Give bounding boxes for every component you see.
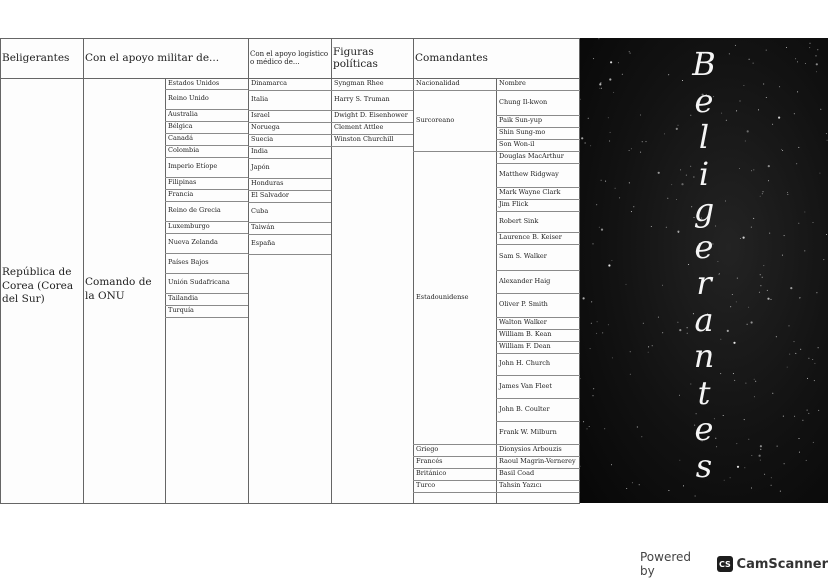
table-grid-line — [496, 329, 580, 330]
commander-name: James Van Fleet — [499, 381, 553, 390]
military-support-item: Países Bajos — [168, 258, 209, 267]
commander-name: Laurence B. Keiser — [499, 233, 562, 242]
commander-name: Douglas MacArthur — [499, 152, 564, 161]
military-support-item: Luxemburgo — [168, 222, 210, 231]
commander-name: Matthew Ridgway — [499, 170, 559, 179]
table-grid-line — [165, 157, 248, 158]
table-grid-line — [0, 38, 1, 503]
vertical-title-letter: e — [694, 227, 714, 266]
table-grid-line — [331, 90, 413, 91]
header-beligerantes: Beligerantes — [2, 52, 70, 64]
table-grid-line — [496, 468, 580, 469]
political-figure-item: Clement Attlee — [334, 123, 384, 132]
table-grid-line — [496, 375, 580, 376]
vertical-title-letter: r — [696, 264, 712, 302]
table-grid-line — [83, 38, 84, 503]
commander-name: Dionysios Arbouzis — [499, 445, 562, 454]
camscanner-logo-icon: CS — [717, 556, 732, 572]
header-comandantes: Comandantes — [415, 52, 488, 64]
military-support-item: Canadá — [168, 134, 193, 143]
military-support-item: Estados Unidos — [168, 78, 220, 87]
starfield-panel — [580, 38, 828, 503]
commander-name: Sam S. Walker — [499, 252, 547, 261]
table-grid-line — [413, 38, 414, 503]
table-grid-line — [496, 353, 580, 354]
commander-nationality: Griego — [416, 445, 439, 454]
table-grid-line — [496, 211, 580, 212]
header-apoyo-militar: Con el apoyo militar de... — [85, 52, 220, 64]
military-support-item: Imperio Etíope — [168, 162, 218, 171]
table-grid-line — [165, 305, 248, 306]
table-grid-line — [496, 492, 580, 493]
table-grid-line — [248, 146, 331, 147]
table-grid-line — [413, 444, 496, 445]
vertical-title-letter: s — [695, 446, 713, 485]
table-grid-line — [496, 163, 580, 164]
commander-name: Robert Sink — [499, 216, 539, 225]
logistic-support-item: Israel — [251, 111, 270, 120]
table-grid-line — [165, 121, 248, 122]
table-grid-line — [165, 177, 248, 178]
table-grid-line — [0, 38, 580, 39]
logistic-support-item: Suecia — [251, 135, 274, 144]
military-support-item: Colombia — [168, 146, 200, 155]
commander-name: Alexander Haig — [499, 276, 551, 285]
table-grid-line — [331, 110, 413, 111]
vertical-title-letter: n — [693, 337, 715, 375]
commander-nationality: Francés — [416, 457, 443, 466]
commander-name: William B. Kean — [499, 330, 552, 339]
table-grid-line — [248, 90, 331, 91]
military-support-item: Australia — [168, 110, 198, 119]
header-apoyo-logistico: Con el apoyo logístico o médico de... — [250, 49, 329, 66]
table-grid-line — [248, 190, 331, 191]
table-grid-line — [165, 109, 248, 110]
vertical-title-letter: g — [693, 191, 715, 229]
table-grid-line — [331, 146, 413, 147]
table-grid-line — [165, 201, 248, 202]
table-grid-line — [248, 110, 331, 111]
military-support-item: Nueva Zelanda — [168, 238, 218, 247]
commander-name: Frank W. Milburn — [499, 427, 557, 436]
table-grid-line — [496, 78, 497, 503]
table-grid-line — [496, 199, 580, 200]
logistic-support-item: Italia — [251, 95, 269, 104]
commander-name: Oliver P. Smith — [499, 300, 548, 309]
commander-name: John B. Coulter — [499, 404, 550, 413]
table-grid-line — [165, 221, 248, 222]
table-grid-line — [413, 468, 496, 469]
table-grid-line — [413, 90, 580, 91]
commander-nationality: Estadounidense — [416, 292, 469, 301]
table-grid-line — [0, 78, 580, 79]
commander-name: Chung Il-kwon — [499, 97, 548, 106]
table-grid-line — [165, 145, 248, 146]
commander-name: Walton Walker — [499, 318, 547, 327]
table-grid-line — [165, 253, 248, 254]
table-grid-line — [248, 122, 331, 123]
vertical-title-letter: B — [692, 45, 716, 83]
table-grid-line — [331, 122, 413, 123]
logistic-support-item: Taiwán — [251, 223, 275, 232]
commander-name: Jim Flick — [499, 200, 529, 209]
logistic-support-item: Honduras — [251, 179, 284, 188]
logistic-support-item: Cuba — [251, 207, 269, 216]
table-grid-line — [496, 293, 580, 294]
vertical-title-letter: t — [697, 373, 711, 412]
table-grid-line — [496, 480, 580, 481]
commander-name: Son Won-il — [499, 140, 535, 149]
table-grid-line — [165, 189, 248, 190]
table-grid-line — [248, 38, 249, 503]
military-support-item: Unión Sudafricana — [168, 278, 230, 287]
table-grid-line — [496, 317, 580, 318]
table-grid-line — [496, 421, 580, 422]
powered-by-text: Powered by — [640, 550, 692, 578]
military-support-item: Turquía — [168, 306, 194, 315]
table-grid-line — [413, 456, 496, 457]
table-grid-line — [248, 134, 331, 135]
table-grid-line — [496, 270, 580, 271]
commander-name: Raoul Magrin-Vernerey — [499, 457, 576, 466]
logistic-support-item: España — [251, 239, 276, 248]
vertical-title-letter: e — [694, 81, 714, 120]
table-grid-line — [248, 202, 331, 203]
political-figure-item: Syngman Rhee — [334, 79, 384, 88]
vertical-title-letter: e — [694, 410, 714, 448]
table-grid-line — [165, 273, 248, 274]
table-grid-line — [248, 254, 331, 255]
commander-name: Mark Wayne Clark — [499, 188, 561, 197]
commanders-name-header: Nombre — [499, 79, 526, 88]
table-grid-line — [496, 151, 580, 152]
table-grid-line — [413, 480, 496, 481]
vertical-title-letter: i — [698, 154, 710, 193]
table-grid-line — [165, 293, 248, 294]
commander-name: Tahsin Yazıcı — [499, 481, 542, 490]
commander-name: William F. Dean — [499, 342, 551, 351]
table-grid-line — [413, 492, 496, 493]
table-grid-line — [496, 127, 580, 128]
table-grid-line — [413, 151, 496, 152]
table-grid-line — [165, 233, 248, 234]
table-grid-line — [165, 133, 248, 134]
political-figure-item: Harry S. Truman — [334, 95, 390, 104]
table-grid-line — [331, 134, 413, 135]
belligerent-name: República de Corea (Corea del Sur) — [2, 266, 74, 305]
table-grid-line — [496, 456, 580, 457]
commander-name: Basil Coad — [499, 469, 535, 478]
commander-nationality: Turco — [416, 481, 436, 490]
logistic-support-item: Japón — [251, 163, 270, 172]
vertical-title-letter: l — [698, 118, 710, 156]
military-support-item: Reino de Grecia — [168, 206, 221, 215]
logistic-support-item: Noruega — [251, 123, 280, 132]
military-support-item: Tailandia — [168, 294, 199, 303]
header-figuras-politicas: Figuras políticas — [333, 46, 378, 70]
table-grid-line — [165, 78, 166, 503]
logistic-support-item: India — [251, 147, 268, 156]
beligerantes-table — [0, 38, 580, 503]
camscanner-watermark — [640, 550, 828, 578]
table-grid-line — [496, 115, 580, 116]
military-command: Comando de la ONU — [85, 276, 152, 302]
logistic-support-item: Dinamarca — [251, 79, 288, 88]
table-grid-line — [496, 232, 580, 233]
commander-name: Paik Sun-yup — [499, 116, 543, 125]
table-grid-line — [165, 89, 248, 90]
military-support-item: Filipinas — [168, 178, 197, 187]
table-grid-line — [165, 317, 248, 318]
table-grid-line — [496, 341, 580, 342]
commander-name: Shin Sung-mo — [499, 128, 546, 137]
political-figure-item: Dwight D. Eisenhower — [334, 111, 408, 120]
commander-nationality: Surcoreano — [416, 115, 455, 124]
commander-name: John H. Church — [499, 359, 551, 368]
military-support-item: Reino Unido — [168, 94, 209, 103]
political-figure-item: Winston Churchill — [334, 135, 394, 144]
camscanner-brand: CamScanner — [736, 556, 828, 572]
table-grid-line — [0, 503, 580, 504]
commander-nationality: Británico — [416, 469, 447, 478]
table-grid-line — [496, 139, 580, 140]
table-grid-line — [248, 234, 331, 235]
military-support-item: Bélgica — [168, 122, 193, 131]
vertical-title — [676, 46, 732, 484]
table-grid-line — [248, 222, 331, 223]
table-grid-line — [496, 244, 580, 245]
table-grid-line — [248, 158, 331, 159]
table-grid-line — [248, 178, 331, 179]
table-grid-line — [496, 398, 580, 399]
table-grid-line — [331, 38, 332, 503]
commanders-nationality-header: Nacionalidad — [416, 79, 460, 88]
logistic-support-item: El Salvador — [251, 191, 290, 200]
vertical-title-letter: a — [694, 300, 714, 339]
table-grid-line — [496, 187, 580, 188]
military-support-item: Francia — [168, 190, 194, 199]
table-grid-line — [496, 444, 580, 445]
